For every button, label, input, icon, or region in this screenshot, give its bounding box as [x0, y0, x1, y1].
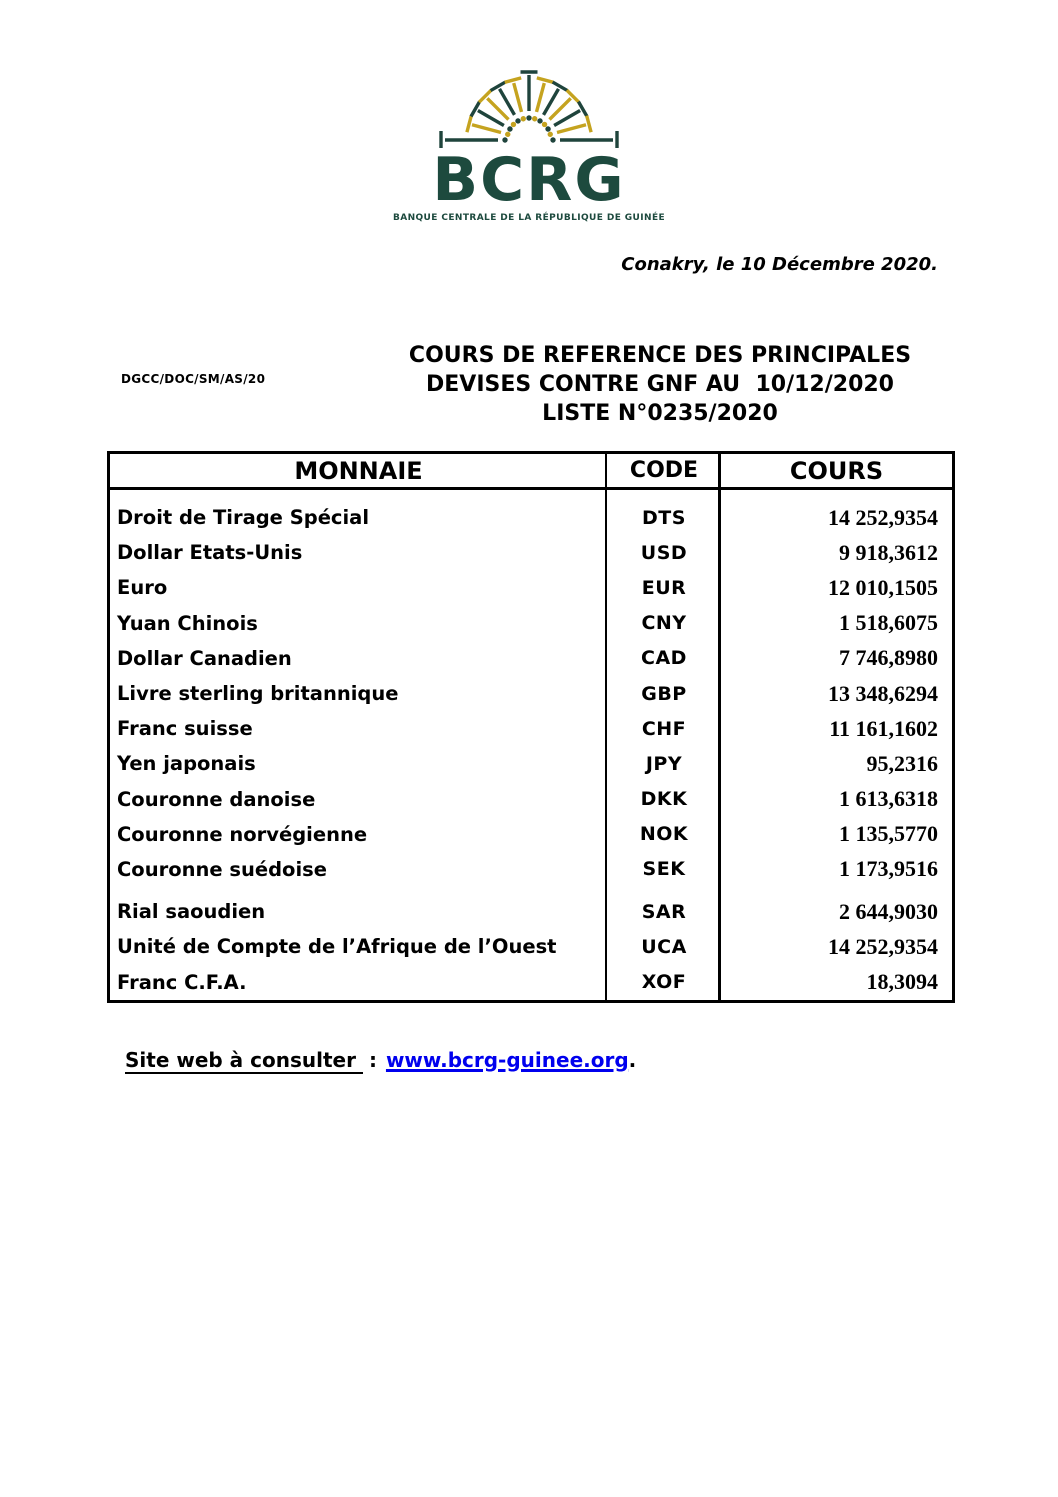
currency-code: JPY [645, 752, 683, 775]
currency-code: SEK [642, 858, 686, 881]
table-row [110, 711, 952, 746]
currency-code: UCA [641, 935, 687, 958]
currency-rate: 1 613,6318 [839, 786, 938, 812]
site-label: Site web à consulter [125, 1048, 363, 1074]
currency-code: NOK [639, 823, 689, 846]
currency-code: EUR [641, 576, 687, 599]
currency-name: Unité de Compte de l’Afrique de l’Ouest [117, 935, 557, 959]
currency-name: Yen japonais [117, 752, 256, 776]
currency-code: CHF [641, 717, 687, 740]
table-row [110, 535, 952, 570]
currency-rate: 11 161,1602 [829, 715, 938, 741]
currency-rate: 12 010,1505 [828, 574, 938, 600]
currency-name: Couronne danoise [117, 787, 316, 811]
title-line-1: COURS DE REFERENCE DES PRINCIPALES [408, 343, 912, 368]
bcrg-sunburst-icon [419, 48, 639, 148]
table-header-row [110, 454, 952, 490]
table-row [110, 894, 952, 929]
currency-rate: 7 746,8980 [839, 645, 938, 671]
currency-name: Franc suisse [117, 717, 253, 741]
exchange-rate-table [107, 451, 955, 1003]
title-line-3: LISTE N°0235/2020 [542, 401, 778, 426]
currency-code: SAR [641, 900, 687, 923]
period: . [628, 1048, 637, 1072]
currency-code: XOF [641, 971, 687, 994]
date-line: Conakry, le 10 Décembre 2020. [621, 254, 938, 275]
table-row [110, 782, 952, 817]
currency-name: Livre sterling britannique [117, 682, 399, 706]
document-title [370, 341, 950, 428]
currency-name: Rial saoudien [117, 900, 266, 924]
currency-rate: 13 348,6294 [828, 680, 938, 706]
bcrg-wordmark: BCRG [432, 145, 626, 215]
currency-rate: 1 518,6075 [839, 610, 938, 636]
table-body [110, 490, 952, 1000]
currency-rate: 1 135,5770 [839, 821, 938, 847]
column-divider [718, 454, 721, 1000]
website-link[interactable]: www.bcrg-guinee.org [385, 1048, 629, 1072]
table-row [110, 676, 952, 711]
table-row [110, 500, 952, 535]
currency-rate: 2 644,9030 [839, 898, 938, 924]
currency-name: Couronne suédoise [117, 857, 327, 881]
bcrg-logo-subtitle: BANQUE CENTRALE DE LA RÉPUBLIQUE DE GUINÉE [392, 213, 666, 223]
currency-name: Couronne norvégienne [117, 822, 368, 846]
currency-name: Yuan Chinois [117, 611, 258, 635]
colon-separator: : [368, 1048, 377, 1072]
currency-code: DKK [640, 788, 688, 811]
title-line-2: DEVISES CONTRE GNF AU 10/12/2020 [426, 372, 894, 397]
currency-code: DTS [642, 506, 686, 529]
table-row [110, 606, 952, 641]
table-row [110, 570, 952, 605]
header-code: CODE [629, 458, 699, 483]
table-row [110, 852, 952, 887]
bcrg-logo [0, 48, 1058, 223]
table-row [110, 964, 952, 999]
currency-name: Dollar Canadien [117, 646, 292, 670]
table-row [110, 641, 952, 676]
currency-code: USD [640, 541, 688, 564]
reference-code: DGCC/DOC/SM/AS/20 [121, 372, 266, 386]
currency-rate: 18,3094 [866, 969, 938, 995]
header-monnaie: MONNAIE [294, 456, 423, 485]
footer-note [125, 1048, 636, 1072]
currency-rate: 95,2316 [866, 750, 938, 776]
header-cours: COURS [789, 456, 884, 485]
currency-name: Dollar Etats-Unis [117, 541, 303, 565]
column-divider [605, 454, 607, 1000]
currency-name: Euro [117, 576, 168, 600]
currency-rate: 1 173,9516 [839, 856, 938, 882]
currency-code: CNY [641, 612, 687, 635]
currency-rate: 9 918,3612 [839, 539, 938, 565]
currency-name: Droit de Tirage Spécial [117, 506, 370, 530]
currency-code: GBP [641, 682, 687, 705]
currency-rate: 14 252,9354 [828, 504, 938, 530]
table-row [110, 746, 952, 781]
table-row [110, 817, 952, 852]
currency-rate: 14 252,9354 [828, 933, 938, 959]
currency-code: CAD [641, 647, 687, 670]
table-row [110, 929, 952, 964]
currency-name: Franc C.F.A. [117, 970, 247, 994]
